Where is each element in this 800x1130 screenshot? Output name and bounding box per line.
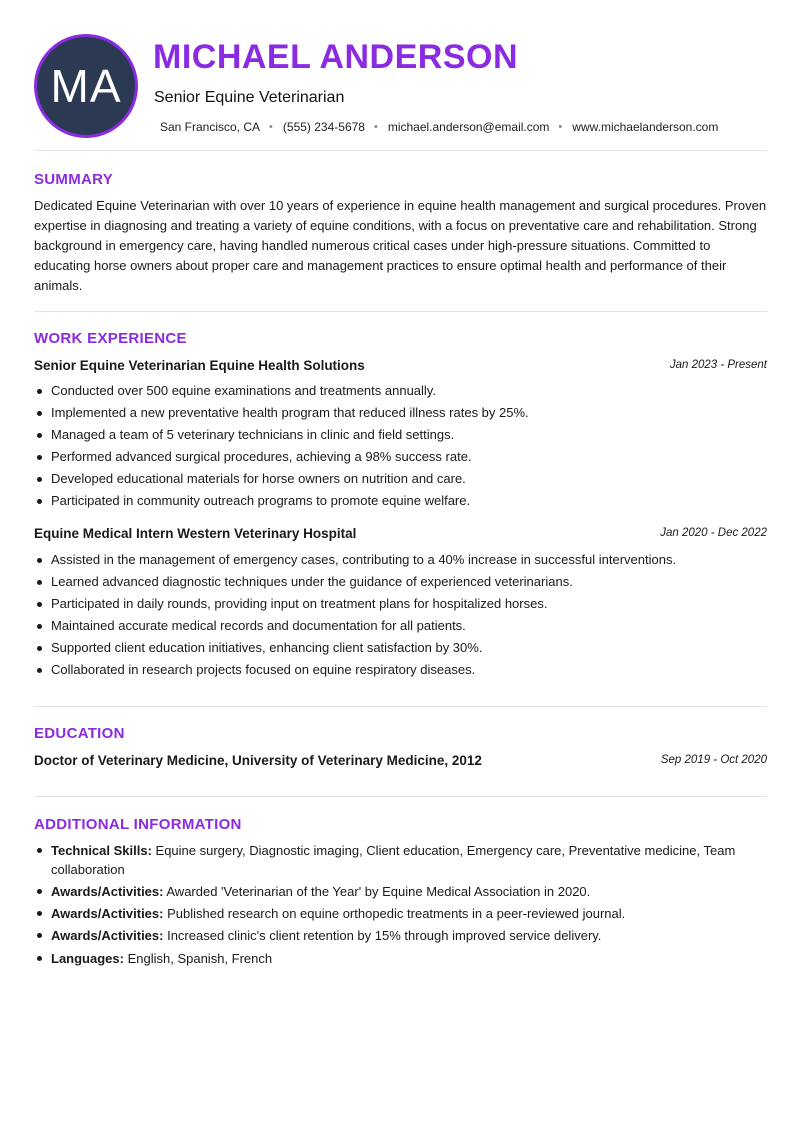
list-item: Collaborated in research projects focused on equine respiratory diseases. [34,659,767,681]
list-item: Learned advanced diagnostic techniques under the guidance of experienced veterinarians. [34,571,767,593]
info-label: Awards/Activities: [51,906,164,921]
summary-heading: SUMMARY [34,171,114,188]
info-text: Equine surgery, Diagnostic imaging, Client education, Emergency care, Preventative medicine, Team collaboration [51,843,736,877]
list-item: Participated in community outreach programs to promote equine welfare. [34,490,767,512]
list-item: Implemented a new preventative health program that reduced illness rates by 25%. [34,402,767,424]
list-item: Supported client education initiatives, enhancing client satisfaction by 30%. [34,637,767,659]
info-text: Increased clinic's client retention by 15% through improved service delivery. [163,928,602,943]
education-entry [34,753,767,773]
list-item: Assisted in the management of emergency cases, contributing to a 40% increase in successful interventions. [34,549,767,571]
contact-separator: • [269,121,273,133]
list-item [34,926,767,945]
summary-text: Dedicated Equine Veterinarian with over 10 years of experience in equine health management and surgical procedures. Proven expertise in diagnosing and treating a variety of equine conditions, with a focus on preventative care and rehabilitation. Strong background in emergency care, having handled numerous critical cases under high-pressure situations. Committed to educating horse owners about proper care and management practices to ensure optimal health and performance of their animals. [34,198,767,293]
info-label: Technical Skills: [51,843,152,858]
list-item: Performed advanced surgical procedures, achieving a 98% success rate. [34,446,767,468]
job-bullets [34,380,767,512]
list-item: Conducted over 500 equine examinations and treatments annually. [34,380,767,402]
candidate-title: Senior Equine Veterinarian [154,89,345,106]
job-date: Jan 2020 - Dec 2022 [660,527,767,539]
additional-heading: ADDITIONAL INFORMATION [34,816,242,833]
contact-website[interactable]: www.michaelanderson.com [572,120,719,134]
info-text: Awarded 'Veterinarian of the Year' by Equine Medical Association in 2020. [163,884,591,899]
job-title: Senior Equine Veterinarian Equine Health Solutions [34,358,365,373]
job-bullets [34,549,767,681]
info-label: Languages: [51,951,124,966]
job-title: Equine Medical Intern Western Veterinary Hospital [34,526,357,541]
contact-location: San Francisco, CA [160,120,261,134]
list-item [34,904,767,923]
contact-separator: • [558,121,563,133]
job-date: Jan 2023 - Present [669,359,767,371]
job-header [34,526,767,546]
list-item: Managed a team of 5 veterinary technicians in clinic and field settings. [34,424,767,446]
list-item [34,949,767,968]
list-item: Developed educational materials for horse owners on nutrition and care. [34,468,767,490]
list-item: Maintained accurate medical records and documentation for all patients. [34,615,767,637]
info-label: Awards/Activities: [51,884,164,899]
contact-row [160,120,718,134]
contact-separator: • [373,121,378,133]
section-divider [34,311,767,312]
section-divider [34,796,767,797]
education-date: Sep 2019 - Oct 2020 [660,754,767,766]
contact-email[interactable]: michael.anderson@email.com [387,120,550,134]
list-item: Participated in daily rounds, providing input on treatment plans for hospitalized horses. [34,593,767,615]
list-item [34,882,767,901]
section-divider [34,150,767,151]
education-degree: Doctor of Veterinary Medicine, University of Veterinary Medicine, 2012 [34,753,482,768]
candidate-name: MICHAEL ANDERSON [153,38,519,76]
job-header [34,358,767,378]
avatar-initials: MA [50,60,122,112]
resume-header [0,0,800,150]
info-label: Awards/Activities: [51,928,164,943]
section-divider [34,706,767,707]
info-text: Published research on equine orthopedic treatments in a peer-reviewed journal. [163,906,626,921]
avatar [34,34,138,138]
experience-heading: WORK EXPERIENCE [34,330,187,347]
additional-list [34,841,767,971]
contact-phone: (555) 234-5678 [282,120,365,134]
list-item [34,841,767,879]
info-text: English, Spanish, French [123,951,273,966]
education-heading: EDUCATION [34,725,125,742]
